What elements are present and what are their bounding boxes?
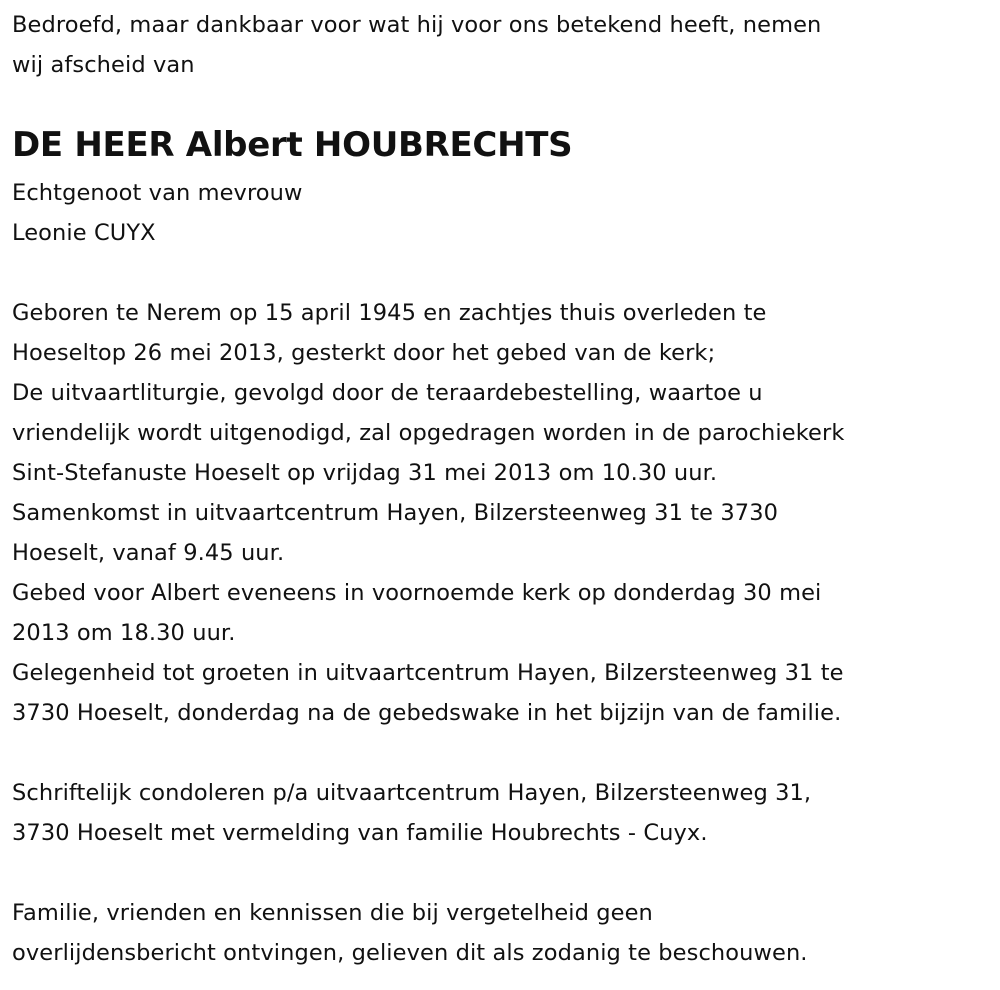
closing-paragraph xyxy=(12,893,808,973)
details-line: 2013 om 18.30 uur. xyxy=(12,620,236,646)
name-heading: DE HEER Albert HOUBRECHTS xyxy=(12,125,573,165)
condolences-line: 3730 Hoeselt met vermelding van familie Houbrechts - Cuyx. xyxy=(12,820,708,846)
details-line: Hoeselt, vanaf 9.45 uur. xyxy=(12,540,285,566)
details-line: Hoeseltop 26 mei 2013, gesterkt door het gebed van de kerk; xyxy=(12,340,716,366)
intro-line: wij afscheid van xyxy=(12,52,195,78)
spouse-block xyxy=(12,173,303,253)
details-line: Gebed voor Albert eveneens in voornoemde kerk op donderdag 30 mei xyxy=(12,580,822,606)
deceased-name xyxy=(12,123,572,167)
details-line: 3730 Hoeselt, donderdag na de gebedswake in het bijzijn van de familie. xyxy=(12,700,842,726)
spouse-line: Leonie CUYX xyxy=(12,220,156,246)
closing-line: Familie, vrienden en kennissen die bij vergetelheid geen xyxy=(12,900,653,926)
details-line: Geboren te Nerem op 15 april 1945 en zachtjes thuis overleden te xyxy=(12,300,767,326)
closing-line: overlijdensbericht ontvingen, gelieven dit als zodanig te beschouwen. xyxy=(12,940,808,966)
details-line: De uitvaartliturgie, gevolgd door de teraardebestelling, waartoe u xyxy=(12,380,763,406)
spouse-line: Echtgenoot van mevrouw xyxy=(12,180,303,206)
intro-paragraph xyxy=(12,5,821,85)
details-line: Gelegenheid tot groeten in uitvaartcentrum Hayen, Bilzersteenweg 31 te xyxy=(12,660,844,686)
condolences-paragraph xyxy=(12,773,811,853)
details-line: Sint-Stefanuste Hoeselt op vrijdag 31 mei 2013 om 10.30 uur. xyxy=(12,460,718,486)
details-line: Samenkomst in uitvaartcentrum Hayen, Bilzersteenweg 31 te 3730 xyxy=(12,500,779,526)
condolences-line: Schriftelijk condoleren p/a uitvaartcentrum Hayen, Bilzersteenweg 31, xyxy=(12,780,812,806)
intro-line: Bedroefd, maar dankbaar voor wat hij voor ons betekend heeft, nemen xyxy=(12,12,822,38)
details-paragraph xyxy=(12,293,844,733)
details-line: vriendelijk wordt uitgenodigd, zal opgedragen worden in de parochiekerk xyxy=(12,420,845,446)
